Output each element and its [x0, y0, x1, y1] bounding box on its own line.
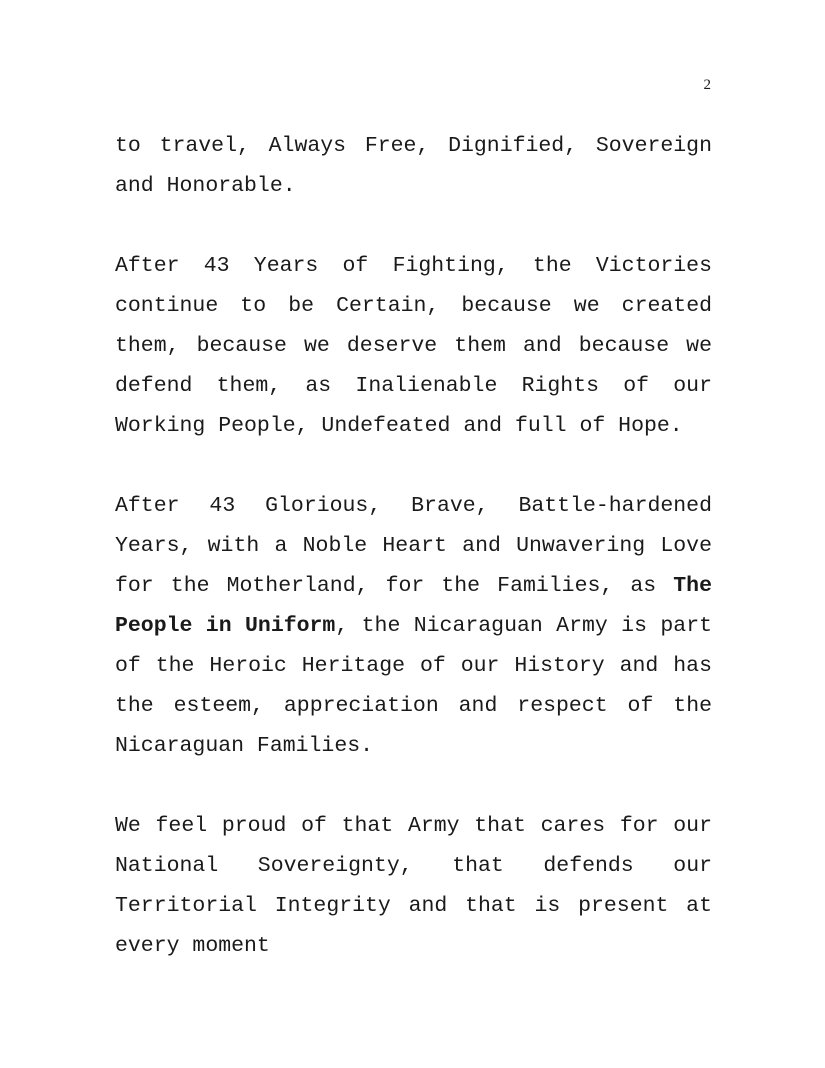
- paragraph-3: [115, 486, 712, 766]
- page-number: 2: [703, 77, 711, 93]
- paragraph-1: to travel, Always Free, Dignified, Sovereign and Honorable.: [115, 134, 712, 198]
- paragraph-2: After 43 Years of Fighting, the Victories continue to be Certain, because we created them, because we deserve them and because we defend them, as Inalienable Rights of our Working People, Undefeated and full of Hope.: [115, 254, 712, 438]
- paragraph-3-text-before: After 43 Glorious, Brave, Battle-hardened Years, with a Noble Heart and Unwavering Love for the Motherland, for the Families, as: [115, 494, 712, 598]
- paragraph-4: We feel proud of that Army that cares for our National Sovereignty, that defends our Territorial Integrity and that is present at every moment: [115, 814, 712, 958]
- document-body: [115, 126, 712, 966]
- paragraph-3-bold-phrase: The People in Uniform: [115, 574, 712, 638]
- paragraph-3-text-after: , the Nicaraguan Army is part of the Heroic Heritage of our History and has the esteem, appreciation and respect of the Nicaraguan Families.: [115, 614, 712, 758]
